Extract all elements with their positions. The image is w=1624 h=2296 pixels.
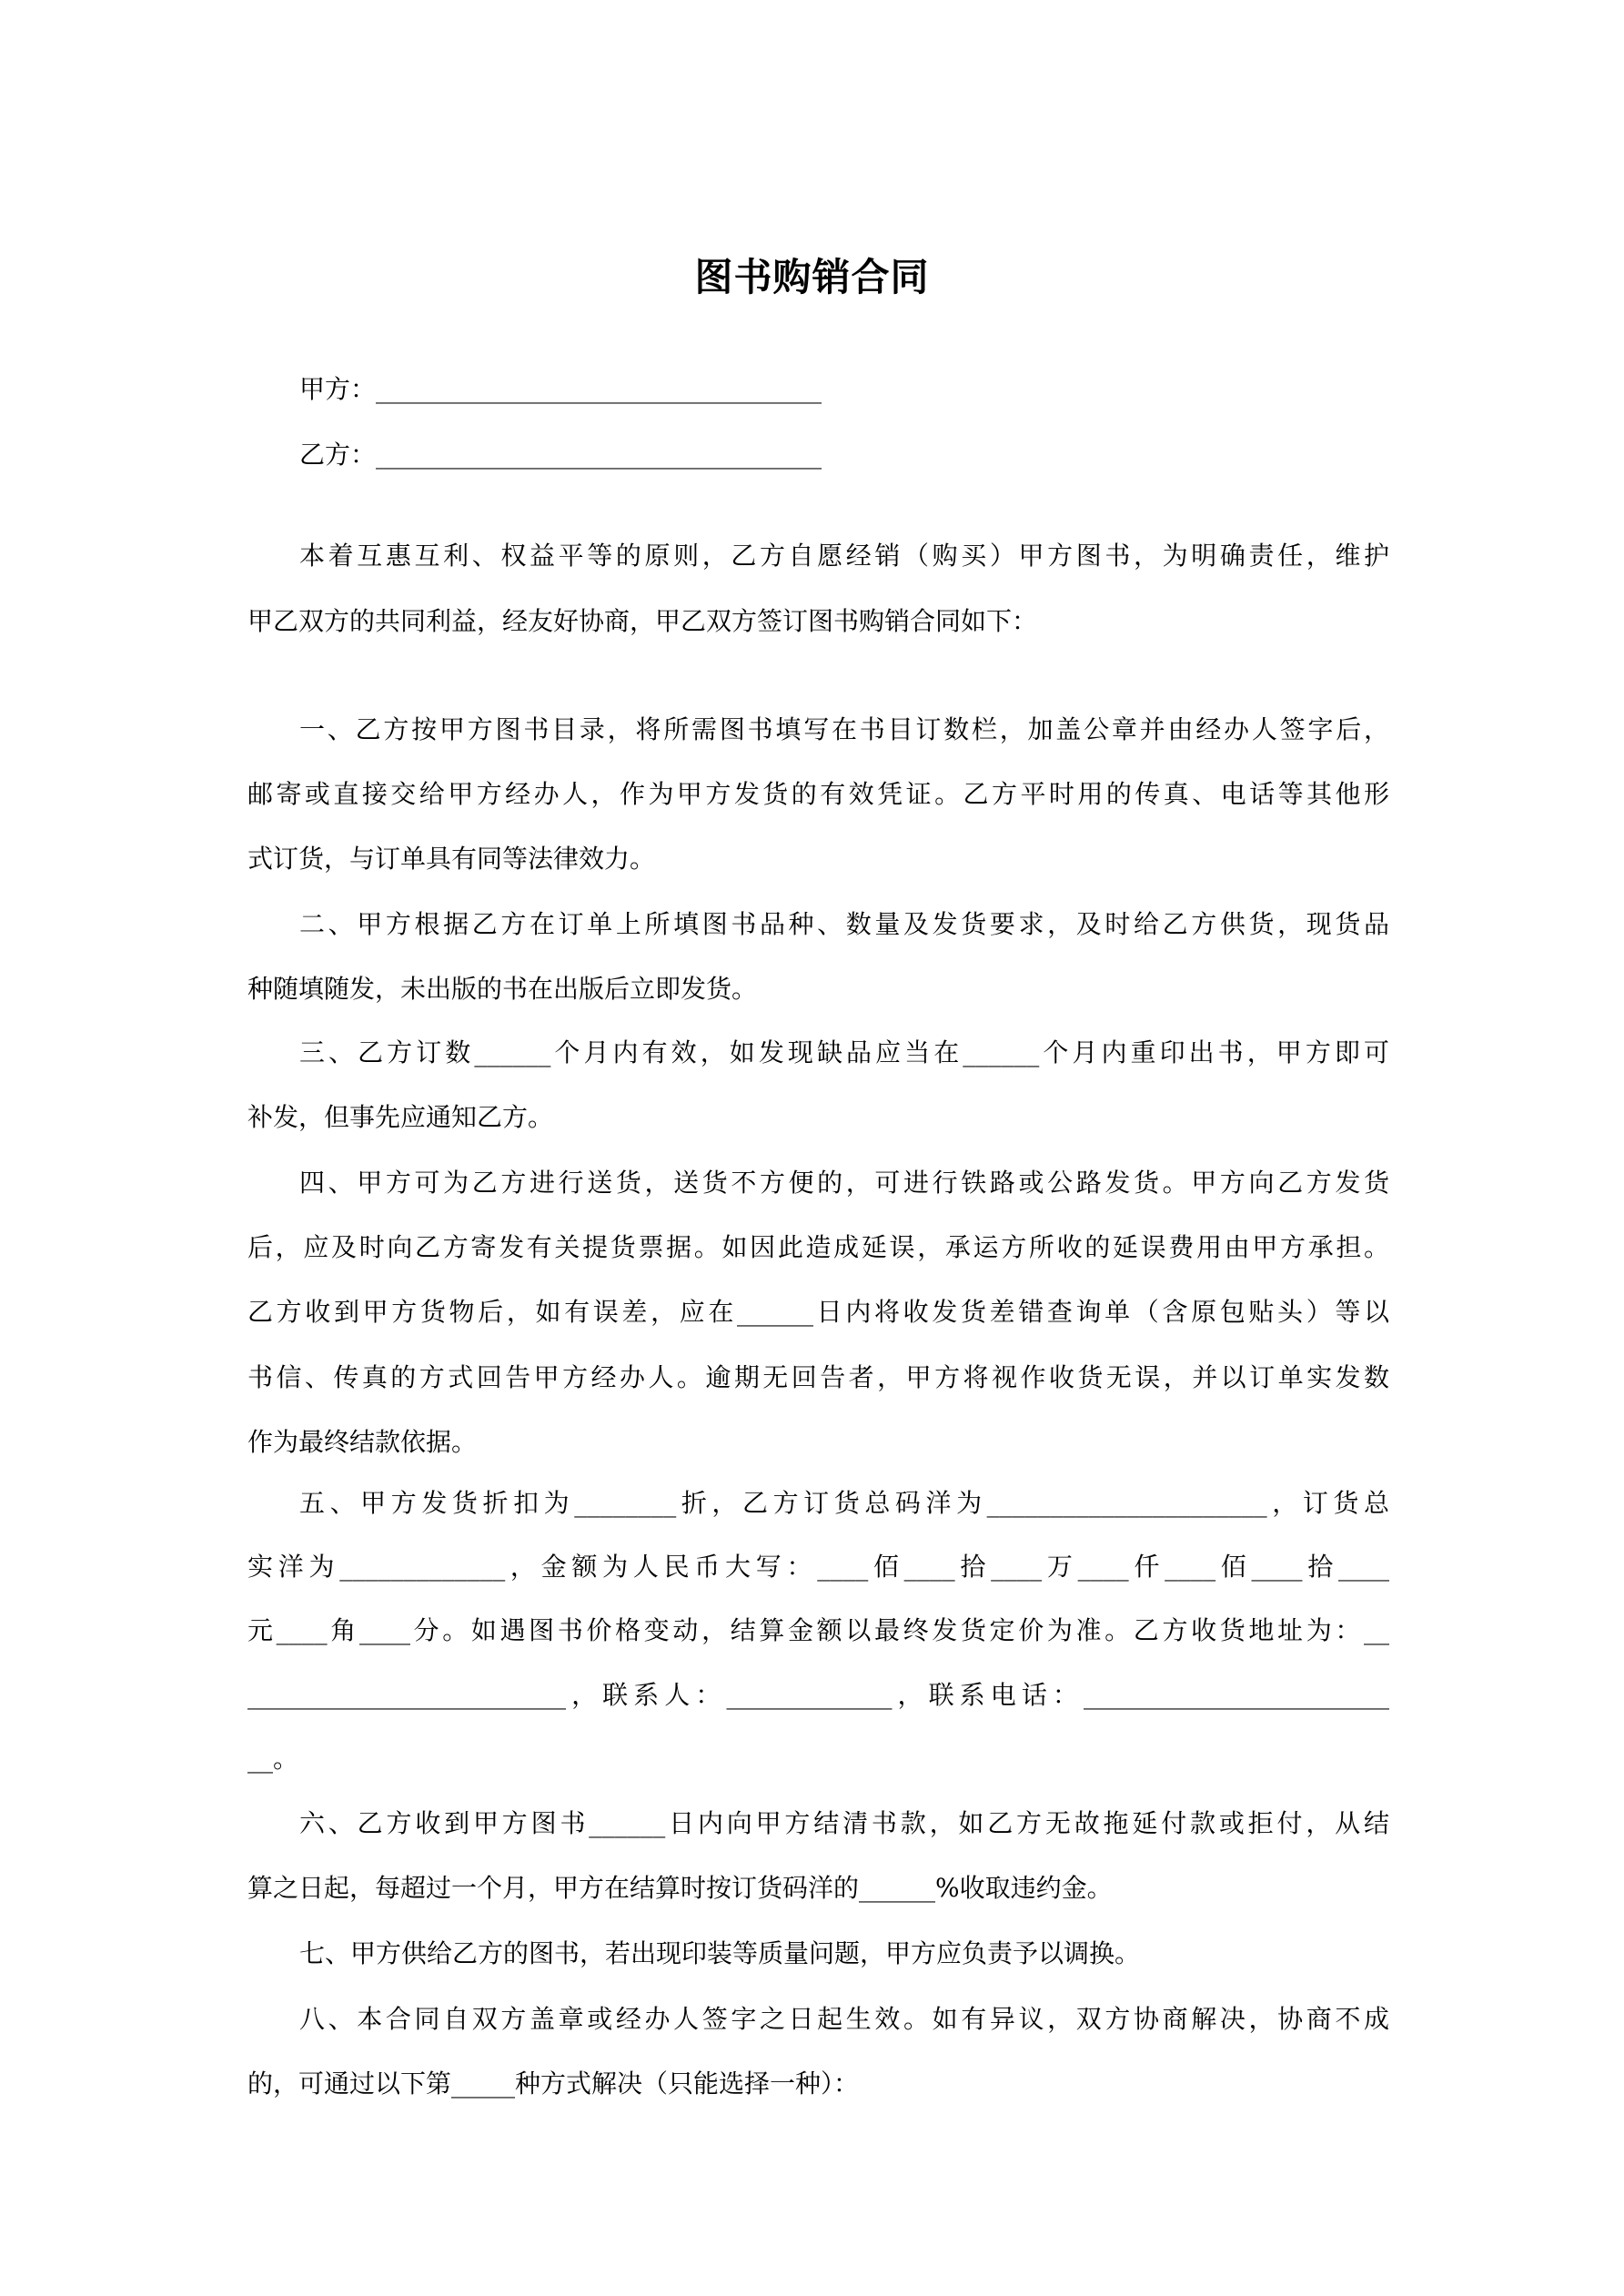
clause-0-line-1: 本着互惠互利、权益平等的原则，乙方自愿经销（购买）甲方图书，为明确责任，维护 [299, 541, 1389, 571]
clause-4-line-1: 四、甲方可为乙方进行送货，送货不方便的，可进行铁路或公路发货。甲方向乙方发货 [299, 1168, 1389, 1198]
party-b-line [299, 437, 1389, 473]
clause-4-line-2: 后，应及时向乙方寄发有关提货票据。如因此造成延误，承运方所收的延误费用由甲方承担。 [247, 1232, 1389, 1262]
clause-1-line-1: 一、乙方按甲方图书目录，将所需图书填写在书目订数栏，加盖公章并由经办人签字后， [299, 714, 1389, 744]
clause-6-line-1: 六、乙方收到甲方图书______日内向甲方结清书款，如乙方无故拖延付款或拒付，从结 [299, 1808, 1389, 1838]
clause-3-line-2: 补发，但事先应通知乙方。 [247, 1102, 554, 1132]
clause-6-line-2: 算之日起，每超过一个月，甲方在结算时按订货码洋的______%收取违约金。 [247, 1873, 1113, 1903]
clause-5-line-4: _________________________，联系人：_____________，联系电话：________________________ [247, 1680, 1389, 1710]
party-name-blank[interactable]: ___________________________________ [376, 440, 822, 470]
party-label: 乙方： [299, 440, 377, 470]
document-title: 图书购销合同 [694, 255, 930, 299]
clause-7-line-1: 七、甲方供给乙方的图书，若出现印装等质量问题，甲方应负责予以调换。 [299, 1938, 1141, 1968]
clause-5-line-2: 实洋为_____________，金额为人民币大写：____佰____拾____万____仟____佰____拾____ [247, 1552, 1389, 1582]
clause-0-line-2: 甲乙双方的共同利益，经友好协商，甲乙双方签订图书购销合同如下： [247, 606, 1038, 636]
clause-4-line-5: 作为最终结款依据。 [247, 1427, 478, 1457]
party-name-blank[interactable]: ___________________________________ [376, 374, 822, 404]
party-a-line [299, 371, 1389, 408]
clause-5-line-1: 五、甲方发货折扣为________折，乙方订货总码洋为______________________，订货总 [299, 1488, 1389, 1518]
clause-8-line-1: 八、本合同自双方盖章或经办人签字之日起生效。如有异议，双方协商解决，协商不成 [299, 2004, 1389, 2034]
clause-1-line-2: 邮寄或直接交给甲方经办人，作为甲方发货的有效凭证。乙方平时用的传真、电话等其他形 [247, 779, 1389, 809]
clause-2-line-1: 二、甲方根据乙方在订单上所填图书品种、数量及发货要求，及时给乙方供货，现货品 [299, 909, 1389, 939]
clause-3-line-1: 三、乙方订数______个月内有效，如发现缺品应当在______个月内重印出书，甲方即可 [299, 1037, 1389, 1067]
clause-1-line-3: 式订货，与订单具有同等法律效力。 [247, 844, 656, 874]
clause-4-line-3: 乙方收到甲方货物后，如有误差，应在______日内将收发货差错查询单（含原包贴头）等以 [247, 1297, 1389, 1327]
clause-8-line-2: 的，可通过以下第_____种方式解决（只能选择一种）： [247, 2068, 860, 2099]
clause-2-line-2: 种随填随发，未出版的书在出版后立即发货。 [247, 974, 758, 1004]
clause-5-line-5: __。 [247, 1744, 299, 1774]
party-label: 甲方： [299, 374, 377, 404]
clause-5-line-3: 元____角____分。如遇图书价格变动，结算金额以最终发货定价为准。乙方收货地址为：__ [247, 1615, 1389, 1645]
clause-4-line-4: 书信、传真的方式回告甲方经办人。逾期无回告者，甲方将视作收货无误，并以订单实发数 [247, 1362, 1389, 1392]
